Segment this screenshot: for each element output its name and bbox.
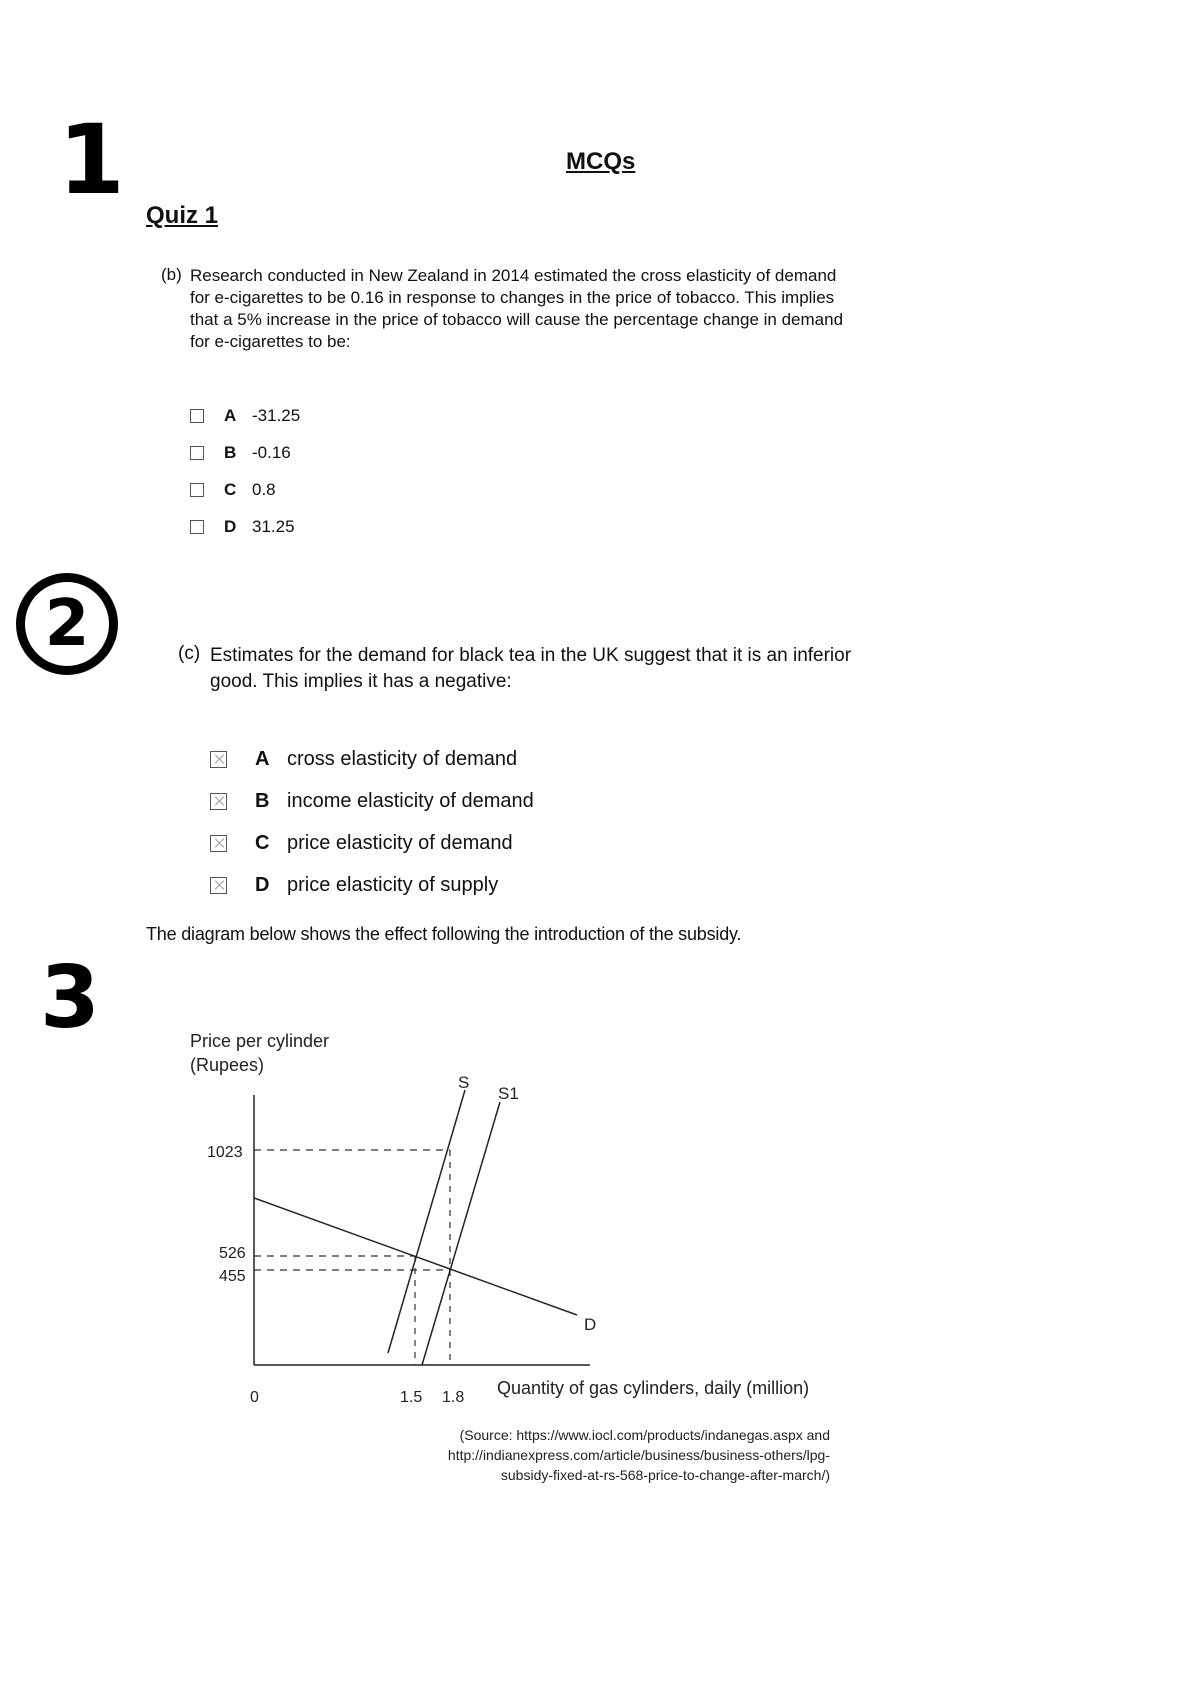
option-text: price elasticity of supply [287, 873, 499, 896]
option-text: -0.16 [252, 442, 291, 462]
x-axis-label: Quantity of gas cylinders, daily (million) [497, 1378, 810, 1398]
x-tick-label: 1.8 [442, 1389, 465, 1406]
question-1-label: (b) [161, 265, 182, 284]
supply-curve-s1-label: S1 [498, 1084, 519, 1103]
quiz-title: Quiz 1 [146, 202, 219, 229]
option-letter: A [255, 747, 270, 770]
y-axis-label-line-1: Price per cylinder [190, 1031, 330, 1051]
question-marker-3: 3 [40, 948, 100, 1048]
option-letter: B [224, 442, 237, 462]
option-letter: B [255, 789, 270, 812]
origin-label: 0 [250, 1389, 259, 1406]
supply-curve-s1 [422, 1102, 500, 1365]
page-title: MCQs [566, 148, 636, 175]
option-text: -31.25 [252, 405, 301, 425]
option-letter: A [224, 405, 237, 425]
supply-curve-s-label: S [458, 1073, 470, 1092]
question-marker-1: 1 [58, 104, 125, 216]
y-tick-label: 526 [219, 1245, 246, 1262]
y-tick-label: 455 [219, 1268, 246, 1285]
option-text: 0.8 [252, 479, 276, 499]
source-line: subsidy-fixed-at-rs-568-price-to-change-after-march/) [500, 1467, 830, 1483]
y-tick-label: 1023 [207, 1144, 243, 1161]
option-letter: D [224, 516, 237, 536]
source-line: http://indianexpress.com/article/business/business-others/lpg- [447, 1447, 830, 1463]
question-2-text: Estimates for the demand for black tea in the UK suggest that it is an inferior good. This implies it has a negative: [210, 645, 852, 692]
option-text: 31.25 [252, 516, 295, 536]
source-line: (Source: https://www.iocl.com/products/indanegas.aspx and [459, 1427, 830, 1443]
question-marker-2: 2 [16, 573, 118, 675]
y-axis-label-line-2: (Rupees) [190, 1055, 265, 1075]
option-text: income elasticity of demand [287, 789, 534, 812]
source-citation [380, 1425, 830, 1485]
option-text: cross elasticity of demand [287, 747, 518, 770]
option-text: price elasticity of demand [287, 831, 513, 854]
option-letter: C [224, 479, 237, 499]
demand-curve-label: D [584, 1315, 597, 1334]
question-3-intro: The diagram below shows the effect following the introduction of the subsidy. [146, 924, 742, 944]
question-2-label: (c) [178, 643, 201, 664]
supply-curve-s [388, 1090, 465, 1353]
option-letter: C [255, 831, 270, 854]
option-letter: D [255, 873, 270, 896]
x-tick-label: 1.5 [400, 1389, 423, 1406]
question-1-text: Research conducted in New Zealand in 2014 estimated the cross elasticity of demand for e-cigarettes to be 0.16 in response to changes in the price of tobacco. This implies that a 5% increase in the price of tobacco will cause the percentage change in demand for e-cigarettes to be: [190, 266, 844, 351]
